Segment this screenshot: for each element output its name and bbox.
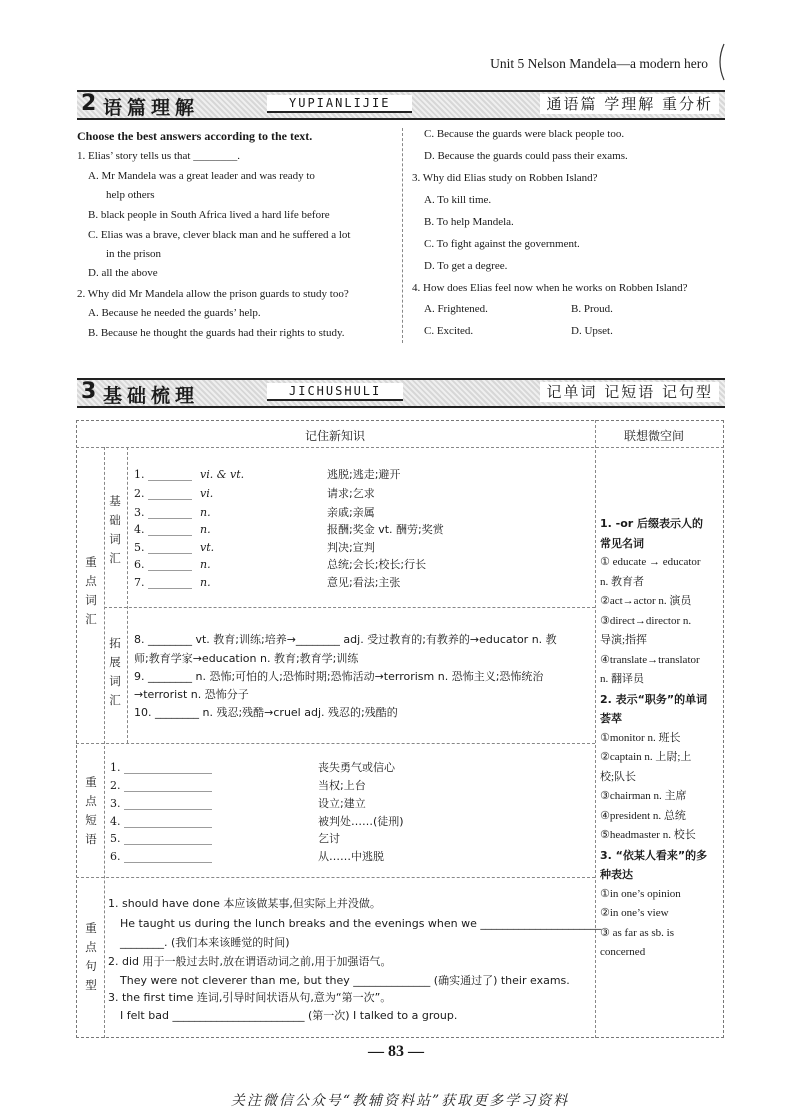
vocab-meaning: 判决;宣判 bbox=[327, 541, 375, 554]
vocab-pos: vi. & vt. bbox=[200, 468, 245, 481]
vocab-pos: n. bbox=[200, 558, 211, 571]
note-item: ①in one’s opinion bbox=[600, 887, 681, 900]
note-item: ②captain n. 上尉;上 bbox=[600, 751, 692, 763]
vocab-blank: 2. ________ bbox=[134, 487, 192, 500]
column-header-side: 联想微空间 bbox=[624, 429, 685, 443]
question-stem: 3. Why did Elias study on Robben Island? bbox=[412, 172, 598, 184]
vocab-meaning: 总统;会长;校长;行长 bbox=[327, 558, 427, 571]
column-header-main: 记住新知识 bbox=[305, 429, 366, 443]
question-stem: 2. Why did Mr Mandela allow the prison guards to study too? bbox=[77, 288, 349, 300]
column-divider bbox=[402, 128, 403, 343]
ext-vocab-line: →terrorist n. 恐怖分子 bbox=[134, 688, 249, 701]
vocab-meaning: 亲戚;亲属 bbox=[327, 506, 375, 519]
note-item: concerned bbox=[600, 946, 646, 958]
note-heading: 荟萃 bbox=[600, 712, 622, 725]
vocab-blank: 7. ________ bbox=[134, 576, 192, 589]
vocab-blank: 1. ________ bbox=[134, 468, 192, 481]
note-item: n. 翻译员 bbox=[600, 673, 644, 685]
vocab-blank: 5. ________ bbox=[134, 541, 192, 554]
note-item: 导演;指挥 bbox=[600, 634, 648, 646]
phrase-blank: 1. ________________ bbox=[110, 761, 212, 774]
note-item: ①monitor n. 班长 bbox=[600, 731, 681, 744]
answer-option: D. Upset. bbox=[571, 325, 613, 337]
page-corner-curve bbox=[714, 42, 728, 82]
vocab-blank: 3. ________ bbox=[134, 506, 192, 519]
phrase-meaning: 从……中逃脱 bbox=[318, 850, 384, 863]
table-rule bbox=[76, 743, 595, 744]
phrase-blank: 3. ________________ bbox=[110, 797, 212, 810]
vocab-meaning: 报酬;奖金 vt. 酬劳;奖赏 bbox=[327, 523, 444, 536]
phrase-blank: 6. ________________ bbox=[110, 850, 212, 863]
row-label-sentences: 重点句型 bbox=[85, 921, 97, 992]
phrase-meaning: 丧失勇气或信心 bbox=[318, 761, 395, 774]
table-rule bbox=[127, 447, 128, 743]
question-stem: 4. How does Elias feel now when he works on Robben Island? bbox=[412, 282, 688, 294]
note-item: ③ as far as sb. is bbox=[600, 926, 675, 939]
note-item: ③direct→director n. bbox=[600, 614, 692, 627]
vocab-blank: 6. ________ bbox=[134, 558, 192, 571]
note-heading: 1. -or 后缀表示人的 bbox=[600, 517, 704, 530]
note-item: ②act→actor n. 演员 bbox=[600, 595, 692, 607]
phrase-meaning: 被判处……(徒刑) bbox=[318, 815, 404, 828]
answer-option: C. To fight against the government. bbox=[424, 238, 580, 250]
vocab-blank: 4. ________ bbox=[134, 523, 192, 536]
question-stem: 1. Elias’ story tells us that ________. bbox=[77, 150, 240, 162]
answer-option: D. To get a degree. bbox=[424, 260, 508, 272]
association-notes bbox=[600, 514, 718, 963]
note-heading: 常见名词 bbox=[600, 536, 644, 550]
answer-option: A. Frightened. bbox=[424, 303, 488, 315]
answer-option: A. To kill time. bbox=[424, 194, 492, 206]
ext-vocab-line: 8. ________ vt. 教育;训练;培养→________ adj. 受过教育的;有教养的→educator n. 教 bbox=[134, 633, 557, 646]
phrase-meaning: 设立;建立 bbox=[318, 797, 366, 810]
sentence-pattern: 3. the first time 连词,引导时间状语从句,意为“第一次”。 bbox=[108, 991, 392, 1004]
vocab-pos: vi. bbox=[200, 487, 214, 500]
answer-option: D. Because the guards could pass their exams. bbox=[424, 150, 628, 162]
answer-option: B. To help Mandela. bbox=[424, 216, 514, 228]
note-item: 校;队长 bbox=[600, 770, 637, 783]
note-heading: 3. “依某人看来”的多 bbox=[600, 848, 708, 862]
phrase-blank: 2. ________________ bbox=[110, 779, 212, 792]
section-slogan: 记单词 记短语 记句型 bbox=[540, 382, 719, 402]
section-number: 2 bbox=[81, 91, 97, 116]
section-slogan: 通语篇 学理解 重分析 bbox=[540, 94, 719, 114]
section-title: 基础梳理 bbox=[103, 385, 200, 407]
note-item: ④translate→translator bbox=[600, 653, 700, 666]
answer-option: B. Because he thought the guards had their rights to study. bbox=[88, 327, 345, 339]
sub-label-basic: 基础词汇 bbox=[109, 494, 121, 565]
sentence-example: He taught us during the lunch breaks and the evenings when we ______________________ bbox=[120, 917, 602, 930]
unit-title: Unit 5 Nelson Mandela—a modern hero bbox=[490, 56, 708, 71]
row-label-vocab: 重点词汇 bbox=[85, 555, 97, 626]
note-item: n. 教育者 bbox=[600, 575, 644, 588]
ext-vocab-line: 9. ________ n. 恐怖;可怕的人;恐怖时期;恐怖活动→terrorism n. 恐怖主义;恐怖统治 bbox=[134, 670, 544, 683]
sentence-example: ________. (我们本来该睡觉的时间) bbox=[120, 936, 290, 949]
phrase-meaning: 乞讨 bbox=[318, 832, 340, 845]
answer-option: C. Elias was a brave, clever black man and he suffered a lot bbox=[88, 229, 351, 241]
page-number: — 83 — bbox=[368, 1043, 424, 1060]
answer-option-cont: in the prison bbox=[106, 248, 161, 260]
answer-option: C. Excited. bbox=[424, 325, 474, 337]
ext-vocab-line: 师;教育学家→education n. 教育;教育学;训练 bbox=[134, 652, 359, 665]
note-item: ⑤headmaster n. 校长 bbox=[600, 829, 696, 841]
note-item: ④president n. 总统 bbox=[600, 809, 686, 822]
section-pinyin: JICHUSHULI bbox=[267, 383, 403, 401]
answer-option: A. Because he needed the guards’ help. bbox=[88, 307, 261, 319]
sentence-pattern: 2. did 用于一般过去时,放在谓语动词之前,用于加强语气。 bbox=[108, 955, 392, 968]
answer-option: D. all the above bbox=[88, 267, 158, 279]
ext-vocab-line: 10. ________ n. 残忍;残酷→cruel adj. 残忍的;残酷的 bbox=[134, 706, 398, 719]
note-heading: 2. 表示“职务”的单词 bbox=[600, 692, 708, 706]
answer-option: A. Mr Mandela was a great leader and was ready to bbox=[88, 170, 315, 182]
answer-option: B. black people in South Africa lived a hard life before bbox=[88, 209, 330, 221]
sentence-example: They were not cleverer than me, but they ______________ (确实通过了) their exams. bbox=[120, 974, 570, 987]
section-title: 语篇理解 bbox=[103, 97, 200, 119]
note-heading: 种表达 bbox=[600, 868, 633, 881]
vocab-pos: n. bbox=[200, 523, 211, 536]
vocab-meaning: 意见;看法;主张 bbox=[327, 576, 401, 589]
table-rule bbox=[104, 607, 595, 608]
answer-option: B. Proud. bbox=[571, 303, 613, 315]
row-label-phrases: 重点短语 bbox=[85, 775, 97, 846]
section-pinyin: YUPIANLIJIE bbox=[267, 95, 412, 113]
section-banner-reading bbox=[77, 90, 725, 120]
vocab-pos: vt. bbox=[200, 541, 215, 554]
phrase-blank: 5. ________________ bbox=[110, 832, 212, 845]
table-rule bbox=[595, 420, 596, 1038]
vocab-meaning: 请求;乞求 bbox=[327, 487, 375, 500]
table-rule bbox=[76, 877, 595, 878]
vocab-meaning: 逃脱;逃走;避开 bbox=[327, 468, 401, 481]
sentence-pattern: 1. should have done 本应该做某事,但实际上并没做。 bbox=[108, 897, 381, 910]
vocab-pos: n. bbox=[200, 506, 211, 519]
note-item: ③chairman n. 主席 bbox=[600, 790, 687, 802]
section-banner-basics bbox=[77, 378, 725, 408]
footer-note: 关注微信公众号“教辅资料站”获取更多学习资料 bbox=[230, 1093, 570, 1109]
note-item: ① educate → educator bbox=[600, 556, 701, 568]
phrase-blank: 4. ________________ bbox=[110, 815, 212, 828]
vocab-pos: n. bbox=[200, 576, 211, 589]
section-number: 3 bbox=[81, 379, 97, 404]
note-item: ②in one’s view bbox=[600, 907, 669, 919]
sub-label-extended: 拓展词汇 bbox=[109, 636, 121, 707]
answer-option-cont: help others bbox=[106, 189, 155, 201]
instruction: Choose the best answers according to the text. bbox=[77, 129, 313, 143]
answer-option: C. Because the guards were black people too. bbox=[424, 128, 625, 140]
table-rule bbox=[76, 447, 724, 448]
phrase-meaning: 当权;上台 bbox=[318, 779, 366, 792]
sentence-example: I felt bad ________________________ (第一次) I talked to a group. bbox=[120, 1009, 458, 1022]
